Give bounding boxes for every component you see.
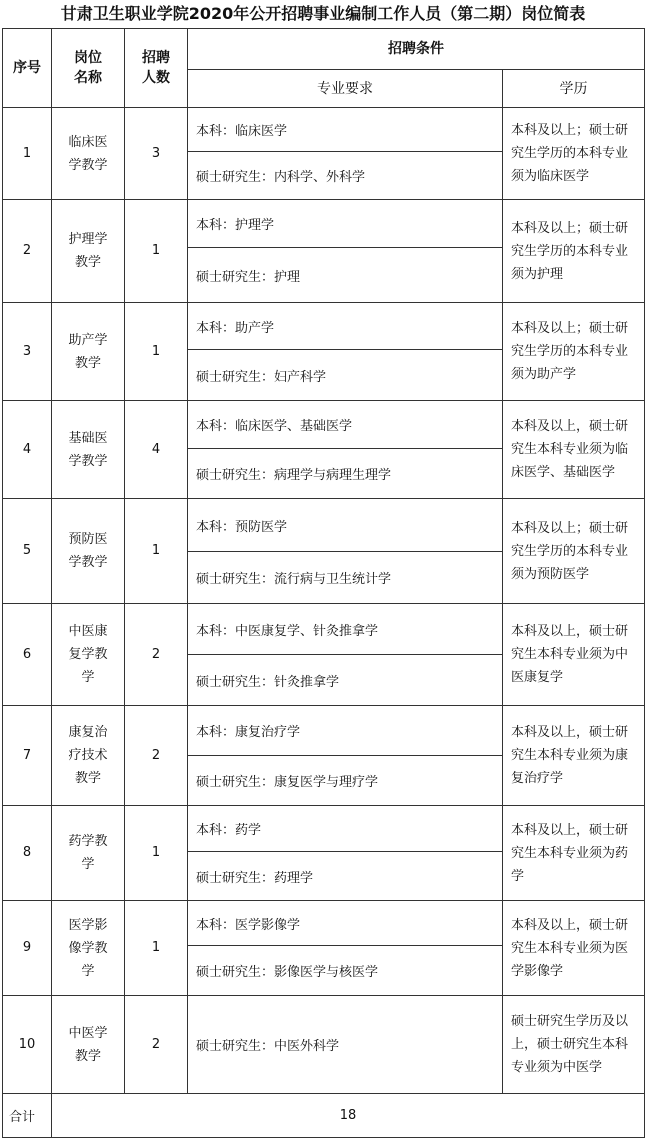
cell-recruit-count: 4 [125,401,188,499]
table-row [3,706,645,756]
cell-post-name: 助产学教学 [52,303,125,401]
table-row [3,401,645,449]
cell-recruit-count: 1 [125,200,188,303]
table-row [3,604,645,655]
cell-seq: 9 [3,901,52,996]
cell-recruit-count: 2 [125,706,188,806]
header-major: 专业要求 [188,70,503,108]
total-label: 合计 [3,1094,52,1138]
cell-major: 硕士研究生：影像医学与核医学 [188,946,503,996]
header-conditions: 招聘条件 [188,29,645,70]
cell-recruit-count: 1 [125,806,188,901]
table-row [3,806,645,852]
cell-seq: 3 [3,303,52,401]
cell-post-name: 护理学教学 [52,200,125,303]
cell-post-name: 基础医学教学 [52,401,125,499]
table-row [3,499,645,552]
cell-recruit-count: 2 [125,604,188,706]
cell-post-name: 康复治疗技术教学 [52,706,125,806]
cell-major: 本科：预防医学 [188,499,503,552]
cell-post-name: 预防医学教学 [52,499,125,604]
cell-education: 本科及以上，硕士研究生本科专业须为中医康复学 [503,604,645,706]
table-row [3,901,645,946]
cell-major: 硕士研究生：中医外科学 [188,996,503,1094]
cell-education: 本科及以上；硕士研究生学历的本科专业须为预防医学 [503,499,645,604]
header-post-name: 岗位名称 [52,29,125,108]
table-row [3,200,645,248]
cell-major: 硕士研究生：妇产科学 [188,350,503,401]
cell-major: 硕士研究生：护理 [188,248,503,303]
cell-seq: 8 [3,806,52,901]
cell-major: 本科：药学 [188,806,503,852]
cell-major: 本科：康复治疗学 [188,706,503,756]
header-education: 学历 [503,70,645,108]
cell-post-name: 中医学教学 [52,996,125,1094]
cell-major: 本科：中医康复学、针灸推拿学 [188,604,503,655]
cell-seq: 2 [3,200,52,303]
cell-major: 本科：临床医学、基础医学 [188,401,503,449]
cell-recruit-count: 1 [125,499,188,604]
cell-education: 本科及以上；硕士研究生学历的本科专业须为护理 [503,200,645,303]
header-recruit-count: 招聘人数 [125,29,188,108]
cell-post-name: 临床医学教学 [52,108,125,200]
cell-education: 硕士研究生学历及以上，硕士研究生本科专业须为中医学 [503,996,645,1094]
cell-major: 硕士研究生：内科学、外科学 [188,152,503,200]
cell-recruit-count: 2 [125,996,188,1094]
cell-post-name: 医学影像学教学 [52,901,125,996]
cell-recruit-count: 1 [125,303,188,401]
cell-education: 本科及以上，硕士研究生本科专业须为药学 [503,806,645,901]
cell-major: 硕士研究生：针灸推拿学 [188,655,503,706]
cell-seq: 5 [3,499,52,604]
table-row [3,303,645,350]
cell-major: 硕士研究生：流行病与卫生统计学 [188,552,503,604]
cell-seq: 10 [3,996,52,1094]
table-row [3,996,645,1094]
table-row [3,108,645,152]
total-row [3,1094,645,1138]
cell-recruit-count: 1 [125,901,188,996]
header-seq: 序号 [3,29,52,108]
total-value: 18 [52,1094,645,1138]
cell-major: 本科：临床医学 [188,108,503,152]
cell-major: 硕士研究生：病理学与病理生理学 [188,449,503,499]
cell-education: 本科及以上；硕士研究生学历的本科专业须为临床医学 [503,108,645,200]
cell-major: 硕士研究生：药理学 [188,852,503,901]
cell-education: 本科及以上，硕士研究生本科专业须为康复治疗学 [503,706,645,806]
cell-major: 本科：助产学 [188,303,503,350]
cell-recruit-count: 3 [125,108,188,200]
cell-education: 本科及以上；硕士研究生学历的本科专业须为助产学 [503,303,645,401]
cell-education: 本科及以上，硕士研究生本科专业须为医学影像学 [503,901,645,996]
cell-post-name: 中医康复学教学 [52,604,125,706]
cell-seq: 4 [3,401,52,499]
cell-major: 本科：医学影像学 [188,901,503,946]
cell-major: 硕士研究生：康复医学与理疗学 [188,756,503,806]
cell-education: 本科及以上，硕士研究生本科专业须为临床医学、基础医学 [503,401,645,499]
positions-table [2,28,645,1138]
cell-seq: 7 [3,706,52,806]
cell-post-name: 药学教学 [52,806,125,901]
cell-seq: 6 [3,604,52,706]
cell-seq: 1 [3,108,52,200]
page-title: 甘肃卫生职业学院2020年公开招聘事业编制工作人员（第二期）岗位简表 [60,4,586,23]
cell-major: 本科：护理学 [188,200,503,248]
